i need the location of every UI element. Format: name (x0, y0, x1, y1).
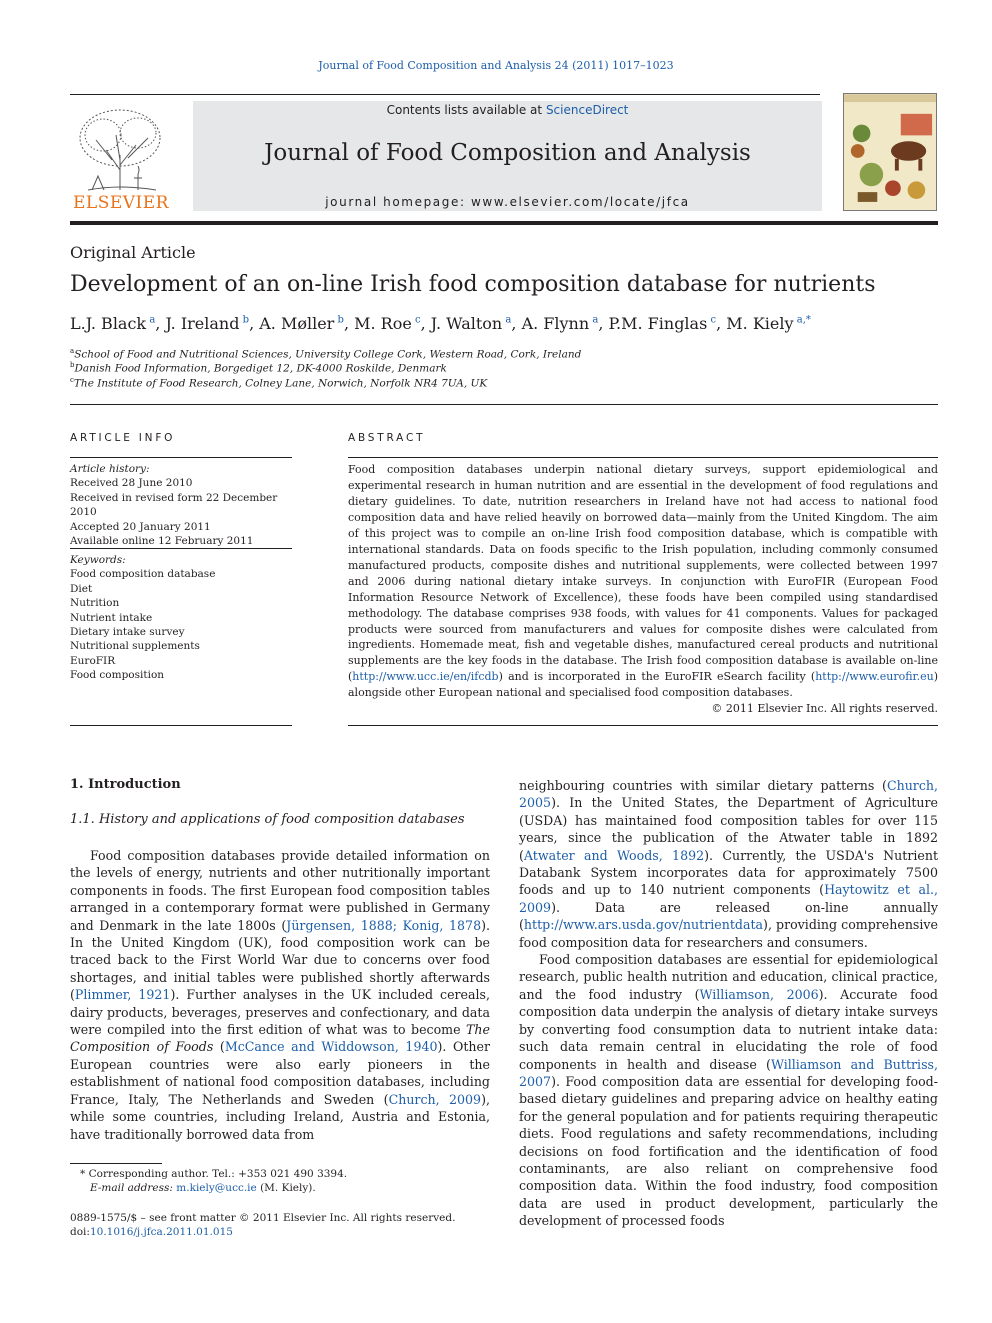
history-item: Available online 12 February 2011 (70, 535, 254, 548)
author-name: J. Ireland (165, 314, 240, 333)
history-rule (70, 548, 292, 549)
article-type: Original Article (70, 243, 196, 262)
keyword-item: Nutrition (70, 597, 120, 610)
article-info-heading: ARTICLE INFO (70, 432, 176, 444)
keyword-item: Dietary intake survey (70, 626, 185, 639)
author-list: L.J. Black $^a$, J. Ireland $^b$, A. Møller $^b$, M. Roe $^c$, J. Walton $^a$, A. Flynn $^a$, P.M. Finglas $^c$, M. Kiely $^{a,*}$ (70, 314, 811, 333)
article-history (70, 462, 292, 548)
usda-link[interactable]: http://www.ars.usda.gov/nutrientdata (523, 917, 764, 933)
footnote-rule (70, 1163, 162, 1164)
article-title: Development of an on-line Irish food composition database for nutrients (70, 272, 876, 297)
section-heading: 1. Introduction (70, 777, 181, 792)
author-name: M. Roe (354, 314, 412, 333)
abstract-rule (348, 457, 938, 458)
keyword-item: Nutritional supplements (70, 640, 200, 653)
doi-line: doi:10.1016/j.jfca.2011.01.015 (70, 1226, 233, 1238)
journal-citation[interactable]: Journal of Food Composition and Analysis 24 (2011) 1017–1023 (318, 59, 674, 72)
history-label: Article history: (70, 463, 150, 475)
author-affil-marker[interactable]: b (337, 314, 344, 326)
elsevier-wordmark: ELSEVIER (73, 193, 169, 213)
body-column-right (519, 777, 938, 1230)
keywords-block (70, 553, 292, 683)
citation-link[interactable]: Haytowitz et al., 2009 (519, 882, 938, 915)
affiliation-b: $^b$Danish Food Information, Borgediget 12, DK-4000 Roskilde, Denmark (70, 361, 447, 375)
citation-link[interactable]: Church, 2005 (519, 778, 938, 811)
citation-link[interactable]: Jürgensen, 1888; Konig, 1878 (286, 917, 482, 933)
sciencedirect-link[interactable]: ScienceDirect (545, 103, 629, 117)
history-item: Received 28 June 2010 (70, 477, 193, 490)
citation-link[interactable]: Williamson, 2006 (699, 986, 819, 1002)
author-affil-marker[interactable]: a (592, 314, 599, 326)
journal-title: Journal of Food Composition and Analysis (264, 140, 751, 166)
keywords-rule (70, 725, 292, 726)
corresponding-author-note: * Corresponding author. Tel.: +353 021 490 3394. (80, 1168, 348, 1180)
abstract-copyright: © 2011 Elsevier Inc. All rights reserved. (711, 702, 938, 715)
author-name: M. Kiely (726, 314, 794, 333)
header-top-rule (70, 94, 820, 95)
contents-available-line (193, 103, 822, 117)
keyword-item: EuroFIR (70, 654, 116, 667)
abstract-text: Food composition databases underpin national dietary surveys, support epidemiological and experimental research in human nutrition and are essential in the development of food regulations and dietary guidelines. To date, nutrition researchers in Ireland have not had access to national food composition data and have relied heavily on borrowed data—mainly from the United Kingdom. The aim of this project was to compile an on-line Irish food composition database, which is compatible with international standards. Data on foods specific to the Irish population, including commonly consumed manufactured products, composite dishes and nutritional supplements, were collected between 1997 and 2006 during national dietary intake surveys. In conjunction with EuroFIR (European Food Information Resource Network of Excellence), these foods have been compiled using standardised methodology. The database comprises 938 foods, with values for 41 components. Values for packaged products were sourced from manufacturers and values for composite dishes were calculated from ingredients. Homemade meat, fish and vegetable dishes, manufactured cereal products and nutritional supplements are the key foods in the database. The Irish food composition database is available on-line (http://www.ucc.ie/en/ifcdb) and is incorporated in the EuroFIR eSearch facility (http://www.eurofir.eu) alongside other European national and specialised food composition databases. (348, 463, 938, 700)
keyword-item: Diet (70, 582, 93, 595)
body-paragraph: neighbouring countries with similar dietary patterns (Church, 2005). In the United States, the Department of Agriculture (USDA) has maintained food composition tables for over 115 years, since the publication of the Atwater table in 1892 (Atwater and Woods, 1892). Currently, the USDA's Nutrient Databank System incorporates data for approximately 7500 foods and up to 140 nutrient components (Haytowitz et al., 2009). Data are released on-line annually (http://www.ars.usda.gov/nutrientdata), providing comprehensive food composition data for researchers and consumers. (519, 778, 938, 950)
body-column-left (70, 847, 490, 1143)
eurofir-link[interactable]: http://www.eurofir.eu (815, 670, 934, 684)
history-item: Accepted 20 January 2011 (70, 520, 211, 533)
abstract-bottom-rule (348, 725, 938, 726)
doi-link[interactable]: 10.1016/j.jfca.2011.01.015 (89, 1226, 233, 1238)
ifcdb-link[interactable]: http://www.ucc.ie/en/ifcdb (352, 670, 499, 684)
author-name: J. Walton (430, 314, 503, 333)
email-link[interactable]: m.kiely@ucc.ie (176, 1182, 257, 1194)
header-thick-rule (70, 221, 938, 225)
affiliation-a: $^a$School of Food and Nutritional Sciences, University College Cork, Western Road, Cork, Ireland (70, 347, 582, 361)
citation-link[interactable]: Williamson and Buttriss, 2007 (519, 1056, 938, 1089)
citation-link[interactable]: Church, 2009 (388, 1091, 482, 1107)
keyword-item: Food composition (70, 669, 165, 682)
keyword-item: Nutrient intake (70, 611, 153, 624)
author-affil-marker[interactable]: a (505, 314, 512, 326)
affiliation-c: $^c$The Institute of Food Research, Colney Lane, Norwich, Norfolk NR4 7UA, UK (70, 376, 488, 390)
email-note: E-mail address: m.kiely@ucc.ie (M. Kiely). (90, 1182, 316, 1194)
author-affil-marker[interactable]: c (415, 314, 421, 326)
author-affil-marker[interactable]: a (149, 314, 156, 326)
journal-homepage[interactable]: journal homepage: www.elsevier.com/locate/jfca (325, 195, 690, 209)
body-paragraph: Food composition databases provide detailed information on the levels of energy, nutrients and other nutritionally important components in foods. The first European food composition tables arranged in a contemporary format were published in Germany and Denmark in the late 1800s (Jürgensen, 1888; Konig, 1878). In the United Kingdom (UK), food composition work can be traced back to the First World War due to concerns over food shortages, and initial tables were published shortly afterwards (Plimmer, 1921). Further analyses in the UK included cereals, dairy products, beverages, preserves and confectionary, and data were compiled into the first edition of what was to become The Composition of Foods (McCance and Widdowson, 1940). Other European countries were also early pioneers in the establishment of national food composition databases, including France, Italy, The Netherlands and Sweden (Church, 2009), while some countries, including Ireland, Austria and Estonia, have traditionally borrowed data from (70, 848, 491, 1142)
subsection-heading: 1.1. History and applications of food composition databases (70, 812, 465, 827)
abstract-heading: ABSTRACT (348, 432, 426, 444)
citation-link[interactable]: Atwater and Woods, 1892 (523, 847, 705, 863)
author-name: A. Flynn (521, 314, 590, 333)
contents-prefix: Contents lists available at (386, 103, 546, 117)
citation-link[interactable]: McCance and Widdowson, 1940 (224, 1039, 438, 1055)
author-name: A. Møller (259, 314, 335, 333)
citation-link[interactable]: Plimmer, 1921 (74, 987, 171, 1003)
author-name: L.J. Black (70, 314, 147, 333)
article-info-rule (70, 457, 292, 458)
journal-cover-image (843, 93, 937, 211)
author-affil-marker[interactable]: c (710, 314, 717, 326)
issn-line: 0889-1575/$ – see front matter © 2011 Elsevier Inc. All rights reserved. (70, 1212, 456, 1224)
author-affil-marker[interactable]: b (242, 314, 250, 326)
keyword-item: Food composition database (70, 568, 216, 581)
history-item: Received in revised form 22 December 2010 (70, 491, 278, 519)
author-affil-marker[interactable]: a,* (796, 314, 811, 326)
author-name: P.M. Finglas (608, 314, 708, 333)
keywords-label: Keywords: (70, 554, 126, 566)
body-paragraph: Food composition databases are essential for epidemiological research, public health nutrition and education, clinical practice, and the food industry (Williamson, 2006). Accurate food composition data underpin the analysis of dietary intake surveys by converting food consumption data to nutrient intake data: such data remain central in elucidating the role of food components in health and disease (Williamson and Buttriss, 2007). Food composition data are essential for developing food-based dietary guidelines and preparing advice on healthy eating for the general population and for patients requiring therapeutic diets. Food regulations and safety recommendations, including decisions on food fortification and the identification of food contaminants, are also reliant on comprehensive food composition data. Within the food industry, food composition data are used in product development, particularly the development of processed foods (519, 952, 938, 1229)
affiliation-rule (70, 404, 938, 405)
